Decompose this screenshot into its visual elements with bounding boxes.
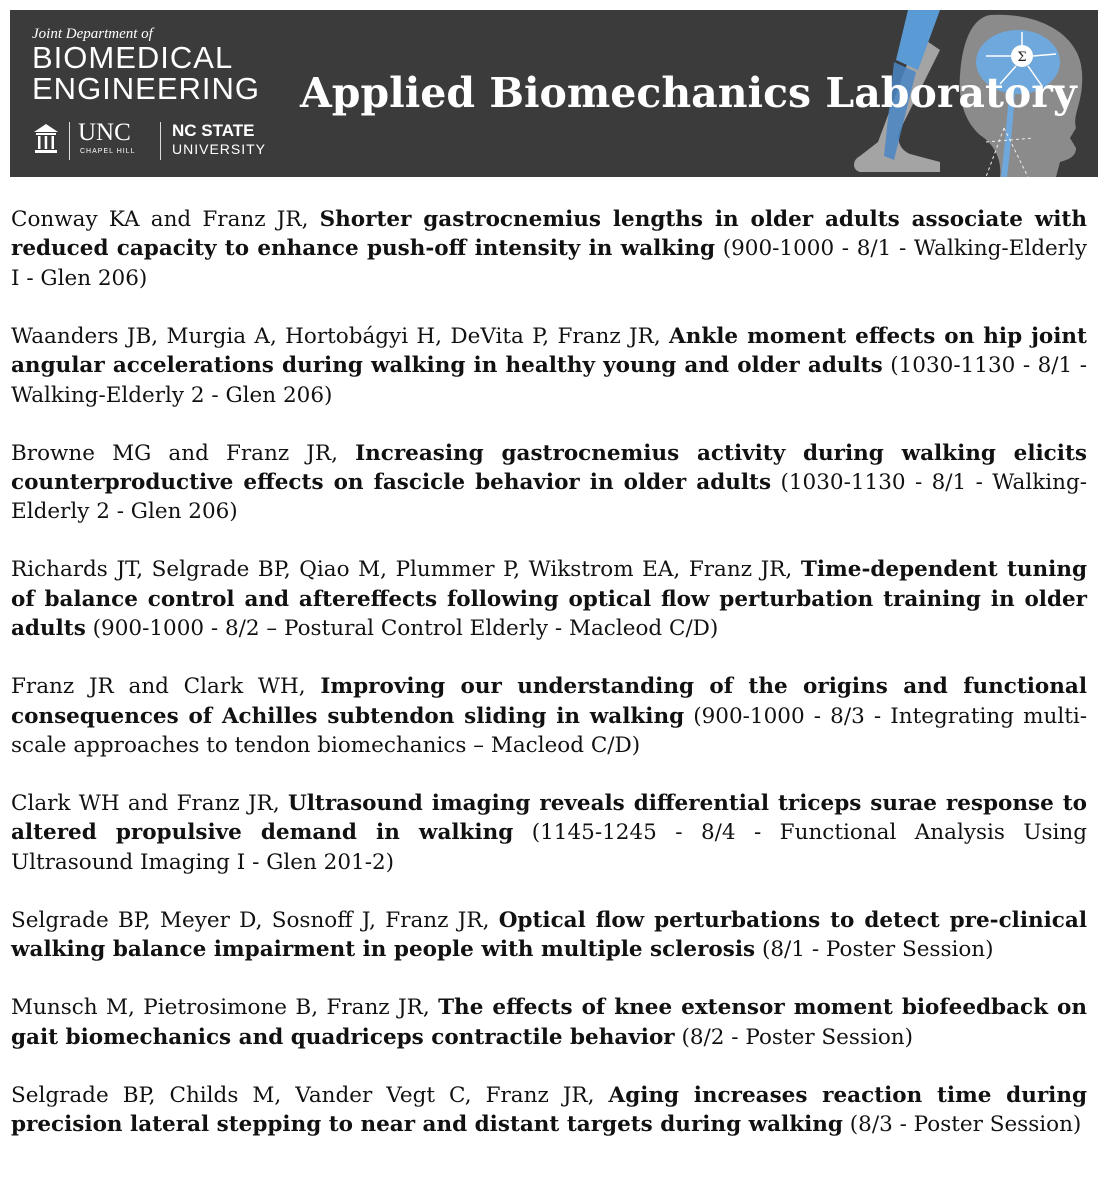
entry-authors: Selgrade BP, Childs M, Vander Vegt C, Franz JR, xyxy=(11,1082,609,1108)
entry-details: (1030-1130 - 8/1 - Walking-Elderly 2 - Glen 206) xyxy=(11,353,1087,408)
entry-authors: Munsch M, Pietrosimone B, Franz JR, xyxy=(11,995,439,1021)
presentation-list xyxy=(11,205,1087,1168)
entry-details: (8/2 - Poster Session) xyxy=(674,1024,914,1050)
entry-title: Shorter gastrocnemius lengths in older adults associate with reduced capacity to enhance push-off intensity in walking xyxy=(11,207,1087,262)
entry-details: (1145-1245 - 8/4 - Functional Analysis Using Ultrasound Imaging I - Glen 201-2) xyxy=(11,820,1088,875)
entry-authors: Richards JT, Selgrade BP, Qiao M, Plummer P, Wikstrom EA, Franz JR, xyxy=(11,557,801,583)
entry-title: Improving our understanding of the origins and functional consequences of Achilles subtendon sliding in walking xyxy=(11,674,1087,729)
entry-title: Time-dependent tuning of balance control and aftereffects following optical flow perturbation training in older adults xyxy=(11,557,1087,642)
dept-line2: BIOMEDICAL xyxy=(32,40,234,75)
list-item xyxy=(11,1081,1087,1140)
sigma-symbol: Σ xyxy=(1017,50,1027,65)
logo-divider xyxy=(69,122,70,160)
unc-subtitle: CHAPEL HILL xyxy=(80,148,136,155)
logo-divider xyxy=(160,122,161,160)
list-item xyxy=(11,205,1087,293)
entry-details: (8/3 - Poster Session) xyxy=(842,1112,1082,1138)
entry-authors: Selgrade BP, Meyer D, Sosnoff J, Franz JR, xyxy=(11,907,499,933)
list-item xyxy=(11,789,1087,877)
entry-title: Ultrasound imaging reveals differential triceps surae response to altered propulsive demand in walking xyxy=(11,791,1087,846)
unc-wordmark: UNC xyxy=(78,119,131,146)
ncstate-subtitle: UNIVERSITY xyxy=(172,141,267,157)
dept-line1: Joint Department of xyxy=(32,26,153,42)
entry-details: (1030-1130 - 8/1 - Walking-Elderly 2 - Glen 206) xyxy=(11,470,1087,525)
department-logo xyxy=(32,26,260,104)
list-item xyxy=(11,993,1087,1052)
list-item xyxy=(11,906,1087,965)
entry-authors: Franz JR and Clark WH, xyxy=(11,674,321,700)
entry-authors: Waanders JB, Murgia A, Hortobágyi H, DeVita P, Franz JR, xyxy=(11,323,670,349)
list-item xyxy=(11,672,1087,760)
entry-details: (900-1000 - 8/3 - Integrating multi-scale approaches to tendon biomechanics – Macleod C/D) xyxy=(11,703,1087,759)
entry-details: (900-1000 - 8/2 – Postural Control Elderly - Macleod C/D) xyxy=(85,616,719,642)
entry-title: Increasing gastrocnemius activity during walking elicits counterproductive effects on fascicle behavior in older adults xyxy=(11,440,1087,496)
ncstate-wordmark: NC STATE xyxy=(172,121,255,140)
entry-title: The effects of knee extensor moment biofeedback on gait biomechanics and quadriceps contractile behavior xyxy=(11,995,1087,1050)
entry-authors: Clark WH and Franz JR, xyxy=(11,791,288,817)
entry-title: Ankle moment effects on hip joint angular accelerations during walking in healthy young and older adults xyxy=(11,323,1087,379)
entry-authors: Conway KA and Franz JR, xyxy=(11,207,320,232)
list-item xyxy=(11,322,1087,410)
header-banner xyxy=(10,10,1098,177)
entry-details: (900-1000 - 8/1 - Walking-Elderly I - Glen 206) xyxy=(11,236,1087,291)
entry-title: Optical flow perturbations to detect pre-clinical walking balance impairment in people with multiple sclerosis xyxy=(11,907,1087,963)
entry-authors: Browne MG and Franz JR, xyxy=(11,440,356,466)
lab-title: Applied Biomechanics Laboratory xyxy=(300,69,1077,117)
unc-seal-icon xyxy=(32,122,60,156)
list-item xyxy=(11,555,1087,643)
entry-details: (8/1 - Poster Session) xyxy=(755,937,994,963)
dept-line3: ENGINEERING xyxy=(32,71,261,106)
entry-title: Aging increases reaction time during precision lateral stepping to near and distant targets during walking xyxy=(11,1082,1087,1138)
list-item xyxy=(11,439,1087,527)
